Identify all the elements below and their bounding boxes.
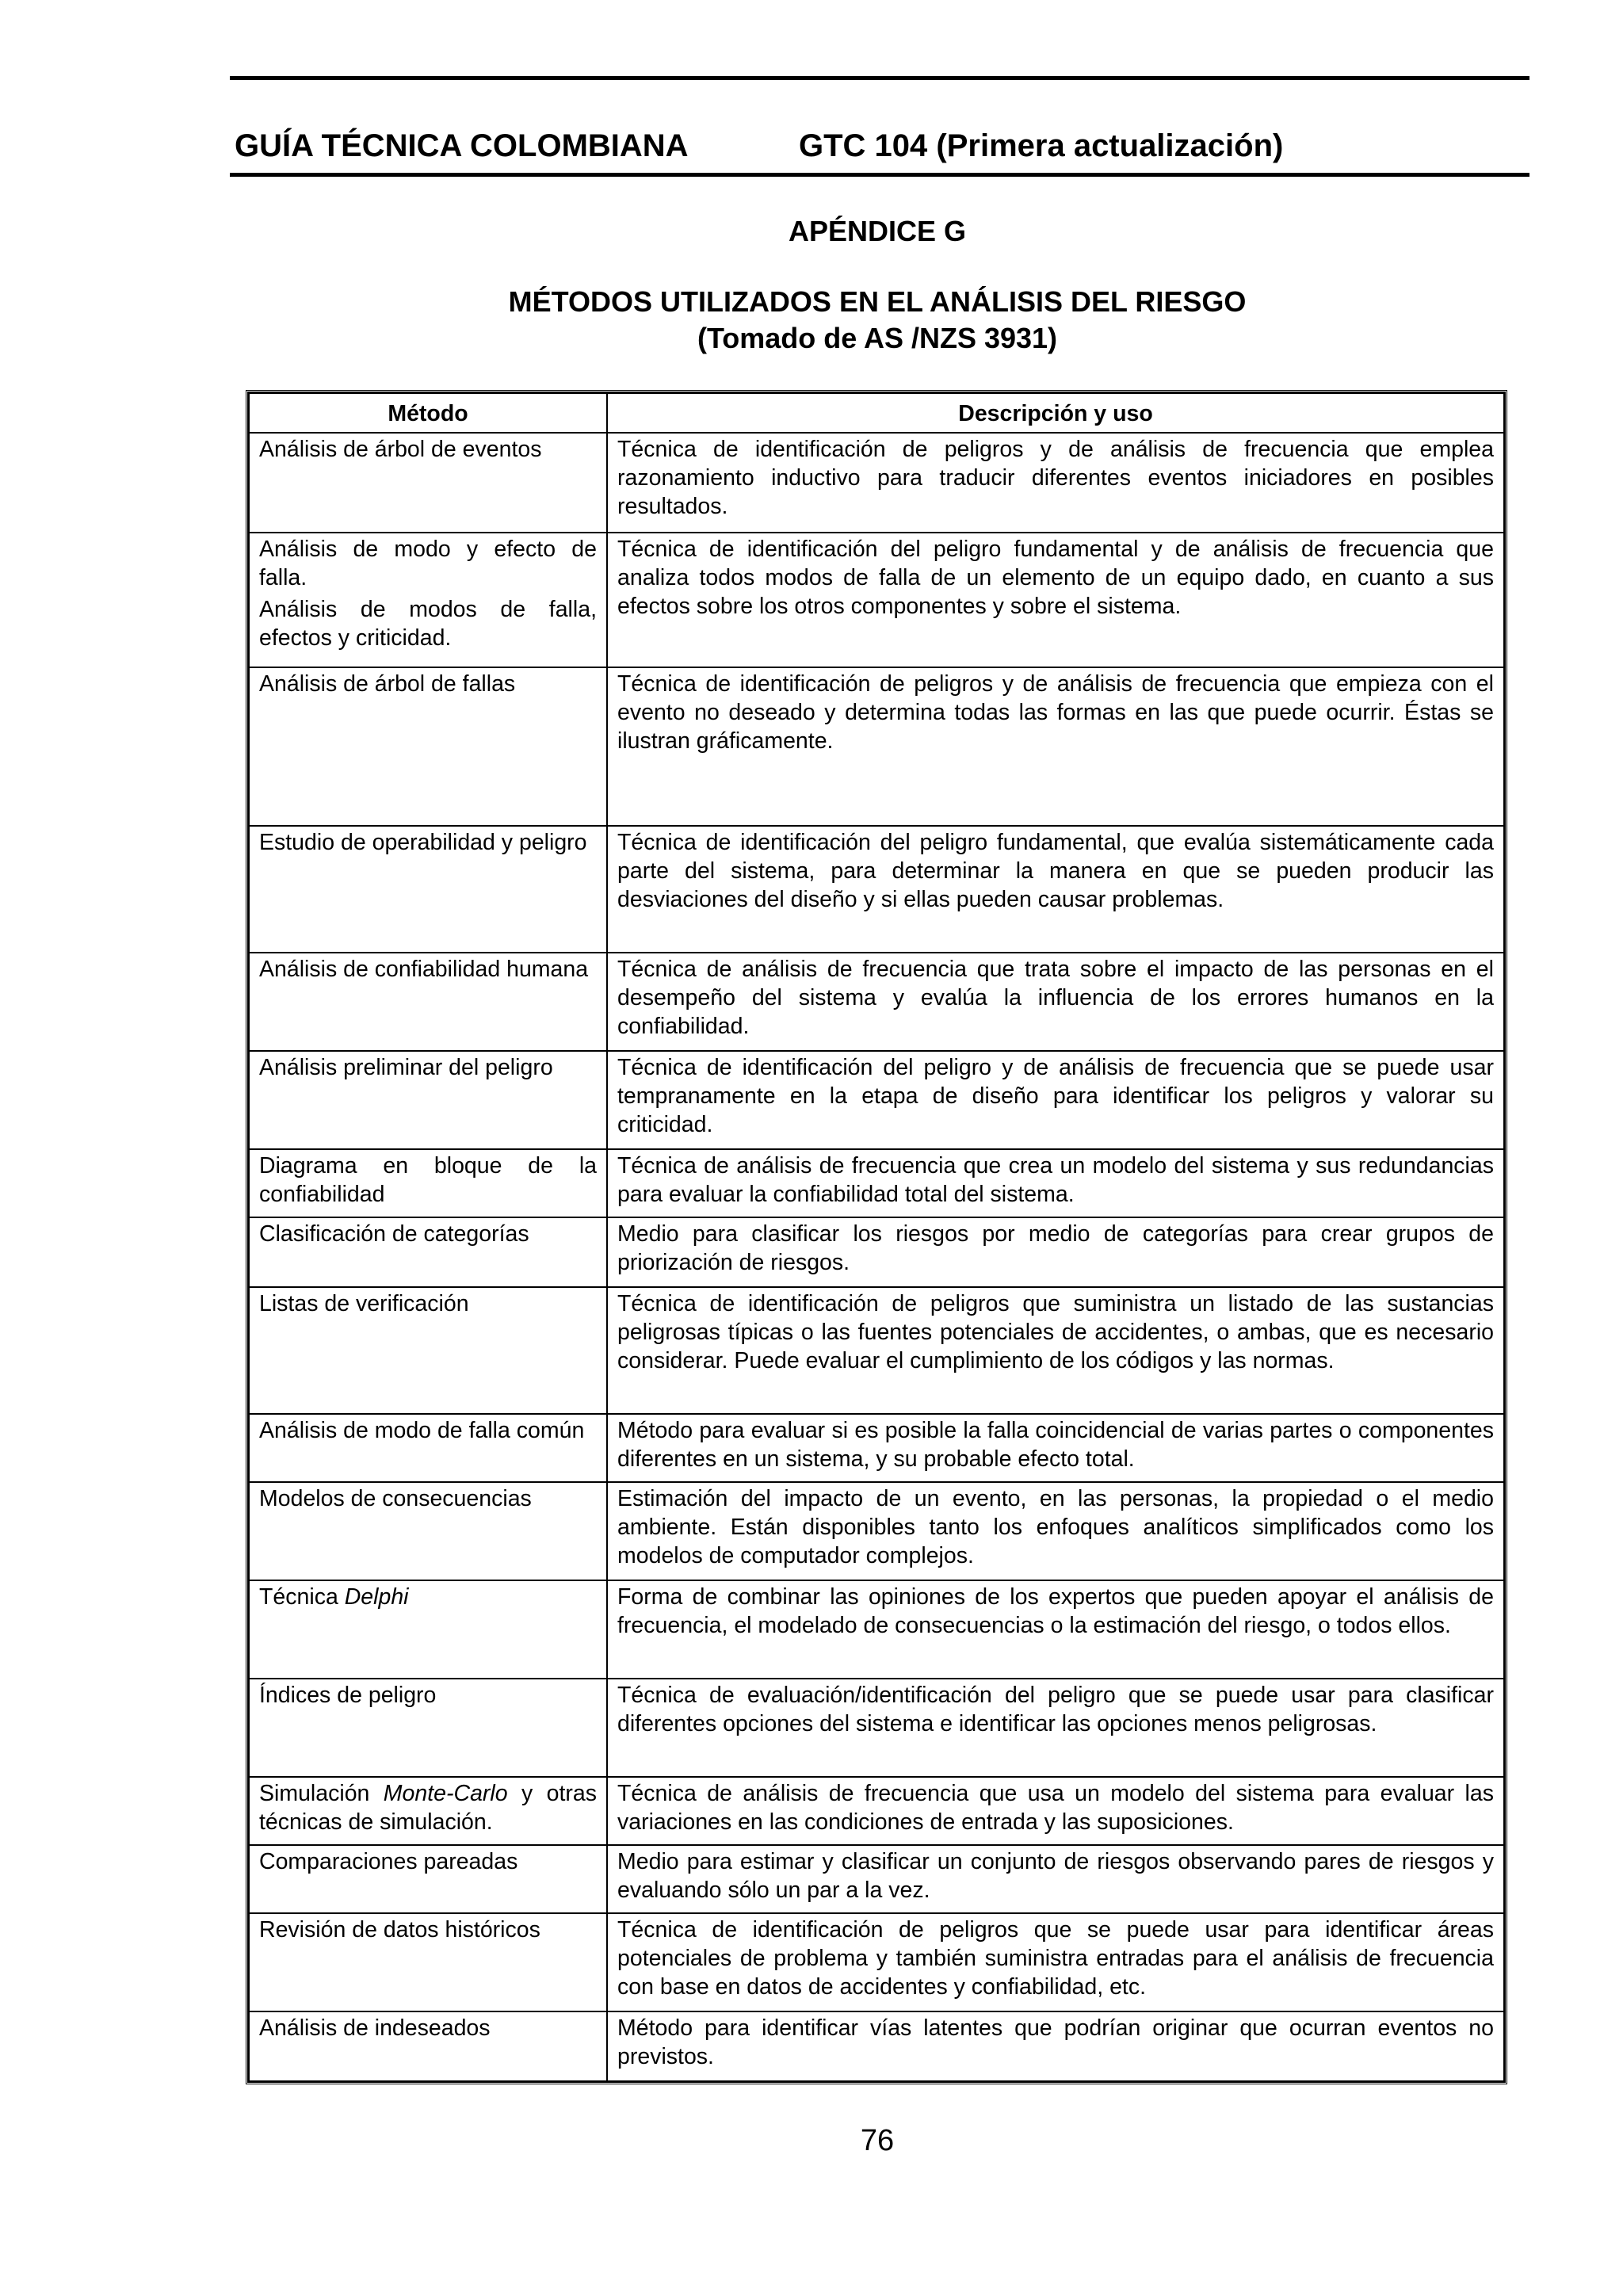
document-code: GTC 104 (Primera actualización) bbox=[799, 128, 1284, 163]
description-cell: Técnica de identificación del peligro y de análisis de frecuencia que se puede usar tempranamente en la etapa de diseño para identificar los peligros y valorar su criticidad. bbox=[607, 1051, 1504, 1149]
methods-table bbox=[246, 390, 1507, 2084]
section-title bbox=[0, 284, 1623, 357]
method-cell: Análisis de indeseados bbox=[249, 2011, 607, 2081]
column-header-method: Método bbox=[249, 393, 607, 433]
header-top-rule bbox=[230, 76, 1529, 80]
method-text: y otras técnicas de simulación. bbox=[259, 1781, 597, 1835]
table-header-row bbox=[249, 393, 1504, 433]
description-cell: Medio para estimar y clasificar un conjunto de riesgos observando pares de riesgos y evaluando sólo un par a la vez. bbox=[607, 1845, 1504, 1913]
description-cell: Técnica de identificación de peligros que se puede usar para identificar áreas potenciales de problema y también suministra entradas para el análisis de frecuencia con base en datos de accidentes y confiabilidad, etc. bbox=[607, 1913, 1504, 2011]
method-text: Técnica bbox=[259, 1584, 345, 1610]
method-cell: Análisis de modo de falla común bbox=[249, 1414, 607, 1482]
method-cell: Listas de verificación bbox=[249, 1287, 607, 1414]
table-row bbox=[249, 953, 1504, 1051]
table-row bbox=[249, 1217, 1504, 1287]
table-row bbox=[249, 1482, 1504, 1580]
method-text-italic: Delphi bbox=[344, 1584, 409, 1610]
method-cell: Revisión de datos históricos bbox=[249, 1913, 607, 2011]
description-cell: Técnica de análisis de frecuencia que crea un modelo del sistema y sus redundancias para evaluar la confiabilidad total del sistema. bbox=[607, 1149, 1504, 1217]
table-row bbox=[249, 1051, 1504, 1149]
table-row bbox=[249, 1580, 1504, 1679]
description-cell: Técnica de identificación del peligro fundamental, que evalúa sistemáticamente cada parte del sistema, para determinar la manera en que se pueden producir las desviaciones del diseño y si ellas pueden causar problemas. bbox=[607, 826, 1504, 953]
section-title-line-2: (Tomado de AS /NZS 3931) bbox=[697, 322, 1058, 354]
table-row bbox=[249, 2011, 1504, 2081]
method-line: Análisis de modos de falla, efectos y criticidad. bbox=[259, 597, 597, 651]
method-cell: Modelos de consecuencias bbox=[249, 1482, 607, 1580]
description-cell: Técnica de evaluación/identificación del peligro que se puede usar para clasificar diferentes opciones del sistema e identificar las opciones menos peligrosas. bbox=[607, 1679, 1504, 1777]
description-cell: Método para identificar vías latentes que podrían originar que ocurran eventos no previstos. bbox=[607, 2011, 1504, 2081]
method-line: Análisis de modo y efecto de falla. bbox=[259, 537, 597, 590]
method-cell: Clasificación de categorías bbox=[249, 1217, 607, 1287]
description-cell: Método para evaluar si es posible la falla coincidencial de varias partes o componentes diferentes en un sistema, y su probable efecto total. bbox=[607, 1414, 1504, 1482]
table-row bbox=[249, 533, 1504, 667]
table-row bbox=[249, 1287, 1504, 1414]
method-cell: Diagrama en bloque de la confiabilidad bbox=[249, 1149, 607, 1217]
section-title-line-1: MÉTODOS UTILIZADOS EN EL ANÁLISIS DEL RIESGO bbox=[508, 285, 1247, 318]
method-text: Simulación bbox=[259, 1781, 384, 1806]
table-row bbox=[249, 1149, 1504, 1217]
table-row bbox=[249, 1777, 1504, 1845]
table-row bbox=[249, 433, 1504, 533]
method-cell: Análisis de confiabilidad humana bbox=[249, 953, 607, 1051]
header-bottom-rule bbox=[230, 173, 1529, 177]
method-cell: Análisis de árbol de eventos bbox=[249, 433, 607, 533]
table-row bbox=[249, 1679, 1504, 1777]
table-row bbox=[249, 826, 1504, 953]
description-cell: Técnica de identificación de peligros y de análisis de frecuencia que emplea razonamiento inductivo para traducir diferentes eventos iniciadores en posibles resultados. bbox=[607, 433, 1504, 533]
description-cell: Medio para clasificar los riesgos por medio de categorías para crear grupos de priorización de riesgos. bbox=[607, 1217, 1504, 1287]
document-series-title: GUÍA TÉCNICA COLOMBIANA bbox=[235, 128, 689, 163]
description-cell: Técnica de identificación de peligros que suministra un listado de las sustancias peligrosas típicas o las fuentes potenciales de accidentes, o ambas, que es necesario considerar. Puede evaluar el cumplimiento de los códigos y las normas. bbox=[607, 1287, 1504, 1414]
description-cell: Técnica de identificación de peligros y de análisis de frecuencia que empieza con el evento no deseado y determina todas las formas en las que puede ocurrir. Éstas se ilustran gráficamente. bbox=[607, 667, 1504, 826]
appendix-title: APÉNDICE G bbox=[788, 215, 967, 247]
column-header-description: Descripción y uso bbox=[607, 393, 1504, 433]
table-row bbox=[249, 1414, 1504, 1482]
table-row bbox=[249, 667, 1504, 826]
description-cell: Técnica de análisis de frecuencia que usa un modelo del sistema para evaluar las variaciones en las condiciones de entrada y las suposiciones. bbox=[607, 1777, 1504, 1845]
method-cell: Comparaciones pareadas bbox=[249, 1845, 607, 1913]
page-number: 76 bbox=[860, 2124, 895, 2157]
method-cell bbox=[249, 1777, 607, 1845]
description-cell: Estimación del impacto de un evento, en las personas, la propiedad o el medio ambiente. Están disponibles tanto los enfoques analíticos simplificados como los modelos de computador complejos. bbox=[607, 1482, 1504, 1580]
method-cell bbox=[249, 533, 607, 667]
method-cell: Índices de peligro bbox=[249, 1679, 607, 1777]
methods-table-grid bbox=[248, 392, 1505, 2082]
description-cell: Forma de combinar las opiniones de los expertos que pueden apoyar el análisis de frecuencia, el modelado de consecuencias o la estimación del riesgo, o todos ellos. bbox=[607, 1580, 1504, 1679]
table-row bbox=[249, 1845, 1504, 1913]
description-cell: Técnica de análisis de frecuencia que trata sobre el impacto de las personas en el desempeño del sistema y evalúa la influencia de los errores humanos en la confiabilidad. bbox=[607, 953, 1504, 1051]
method-cell: Análisis de árbol de fallas bbox=[249, 667, 607, 826]
table-row bbox=[249, 1913, 1504, 2011]
method-cell bbox=[249, 1580, 607, 1679]
description-cell: Técnica de identificación del peligro fundamental y de análisis de frecuencia que analiza todos modos de falla de un elemento de un equipo dado, en cuanto a sus efectos sobre los otros componentes y sobre el sistema. bbox=[607, 533, 1504, 667]
method-text-italic: Monte-Carlo bbox=[383, 1781, 508, 1806]
method-cell: Análisis preliminar del peligro bbox=[249, 1051, 607, 1149]
method-cell: Estudio de operabilidad y peligro bbox=[249, 826, 607, 953]
